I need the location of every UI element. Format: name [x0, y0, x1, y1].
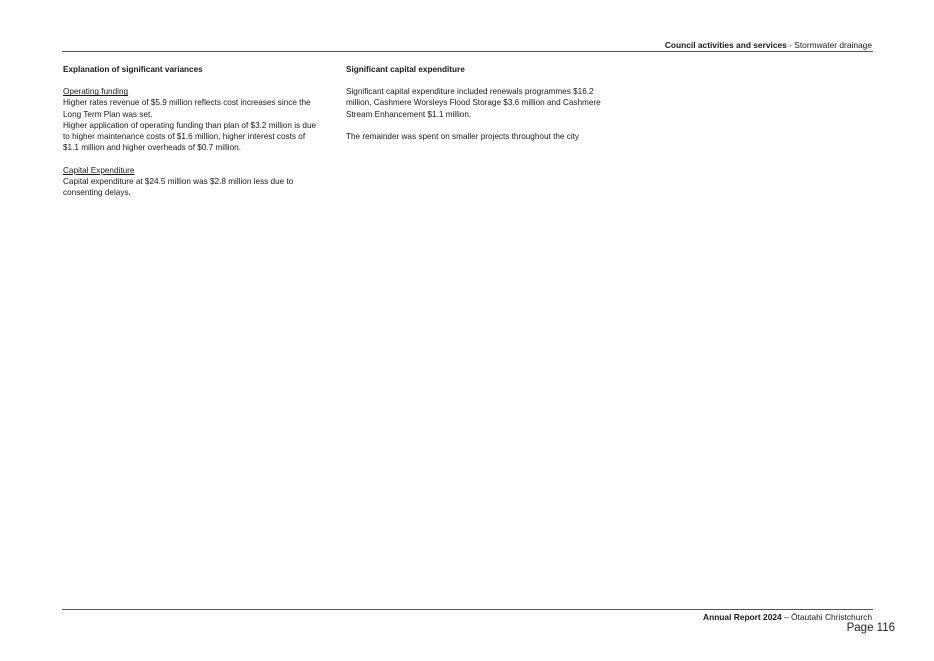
spacer: [346, 120, 601, 131]
spacer: [63, 153, 318, 164]
footer-report-title: Annual Report 2024: [703, 612, 782, 622]
operating-funding-paragraph-1: Higher rates revenue of $5.9 million reflects cost increases since the Long Term Plan was set.: [63, 98, 311, 119]
capital-expenditure-heading: Significant capital expenditure: [346, 65, 465, 74]
footer-rule: [62, 609, 873, 610]
running-footer: [703, 612, 872, 622]
capital-expenditure-remainder-paragraph: The remainder was spent on smaller projects throughout the city: [346, 132, 580, 141]
variances-heading: Explanation of significant variances: [63, 65, 203, 74]
capital-expenditure-subheading: Capital Expenditure: [63, 165, 135, 175]
capital-expenditure-paragraph: Capital expenditure at $24.5 million was $2.8 million less due to consenting delays.: [63, 176, 294, 198]
header-section-subtitle: - Stormwater drainage: [786, 40, 872, 50]
operating-funding-paragraph-2: Higher application of operating funding than plan of $3.2 million is due to higher maintenance costs of $1.6 million, higher interest costs of $1.1 million and higher overheads of $0.7 million.: [63, 120, 317, 153]
header-section-title: Council activities and services: [664, 40, 787, 50]
variances-column: [63, 64, 318, 198]
operating-funding-subheading: Operating funding: [63, 87, 129, 97]
page-number: Page 116: [846, 622, 895, 634]
running-header: [665, 40, 872, 50]
capital-expenditure-detail-paragraph: Significant capital expenditure included renewals programmes $16.2 million, Cashmere Worsleys Flood Storage $3.6 million and Cashmere Stream Enhancement $1.1 million.: [346, 87, 601, 119]
capital-expenditure-column: [346, 64, 601, 142]
header-rule: [62, 51, 873, 52]
footer-report-location: – Ōtautahi Christchurch: [781, 612, 872, 622]
